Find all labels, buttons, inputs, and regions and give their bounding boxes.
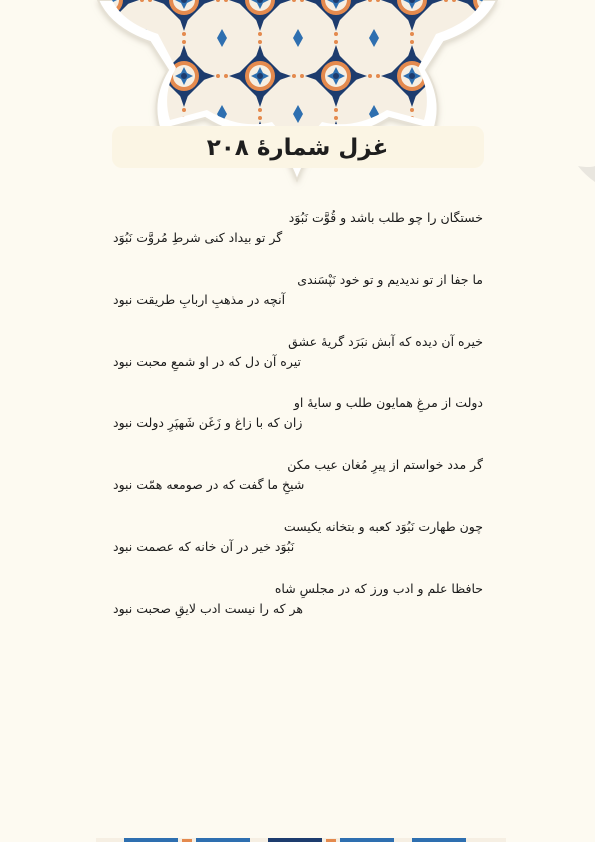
hemistich-2-first: ما جفا از تو ندیدیم و تو خود نَپْسَندی [297,271,483,287]
couplet-1 [113,206,483,268]
couplet-5 [113,453,483,515]
couplet-6 [113,515,483,577]
hemistich-5-first: گر مدد خواستم از پیرِ مُغان عیب مکن [287,457,483,473]
poem-verses [113,206,483,639]
hemistich-6-second: نَبُوَد خیر در آن خانه که عصمت نبود [113,538,295,554]
hemistich-1-second: گر تو بیداد کنی شرطِ مُروَّت نَبُوَد [113,230,283,245]
poem-title: غزل شمارهٔ ۲۰۸ [206,135,389,161]
hemistich-4-first: دولت از مرغِ همایون طلب و سایهٔ او [293,395,483,411]
hemistich-4-second: زان که با زاغ و زَغَن شَهپَرِ دولت نبود [113,415,303,431]
hemistich-7-first: حافظا علم و ادب ورز که در مجلسِ شاه [274,580,483,596]
couplet-4 [113,391,483,453]
couplet-7 [113,577,483,639]
hemistich-7-second: هر که را نیست ادب لایقِ صحبت نبود [113,600,303,616]
hemistich-6-first: چون طهارت نَبُوَد کعبه و بتخانه یکیست [283,518,483,534]
hemistich-5-second: شیخِ ما گفت که در صومعه همّت نبود [113,477,305,493]
hemistich-3-second: تیره آن دل که در او شمعِ محبت نبود [113,353,301,369]
couplet-3 [113,330,483,392]
hemistich-3-first: خیره آن دیده که آبش نبَرَد گریهٔ عشق [288,333,483,349]
hemistich-2-second: آنچه در مذهبِ اربابِ طریقت نبود [113,291,286,307]
hemistich-1-first: خستگان را چو طلب باشد و قُوَّت نَبُوَد [288,210,483,225]
couplet-2 [113,268,483,330]
footer-ornament [0,836,595,842]
